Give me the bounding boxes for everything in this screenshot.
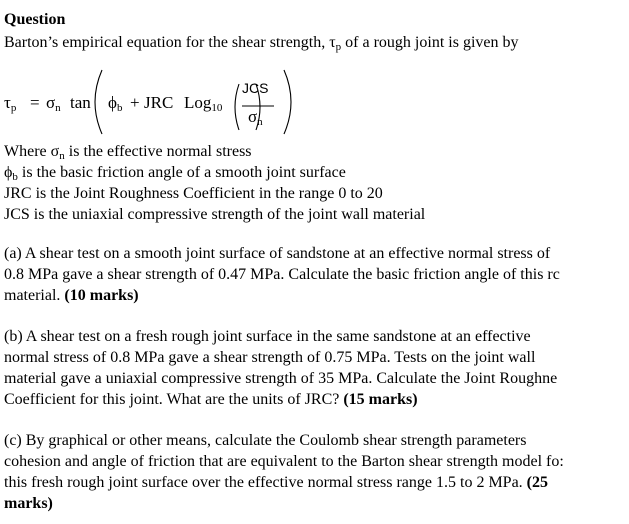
part-c-line: this fresh rough joint surface over the effective normal stress range 1.5 to 2 MPa. (25 — [4, 474, 548, 491]
eq-denominator: $\sigma_n$ — [248, 107, 263, 128]
intro-pre: Barton’s empirical equation for the shear strength, — [4, 34, 330, 51]
intro-post: of a rough joint is given by — [341, 34, 519, 51]
definition-jcs: JCS is the uniaxial compressive strength of the joint wall material — [4, 206, 426, 223]
eq-sigma: $\sigma_n$ — [46, 93, 61, 114]
part-b-line: (b) A shear test on a fresh rough joint surface in the same sandstone at an effective — [4, 328, 531, 345]
part-c-line: (c) By graphical or other means, calculate the Coulomb shear strength parameters — [4, 432, 527, 449]
part-c-line: cohesion and angle of friction that are equivalent to the Barton shear strength model fo: — [4, 453, 564, 470]
part-b-line: normal stress of 0.8 MPa gave a shear strength of 0.75 MPa. Tests on the joint wall — [4, 349, 536, 366]
definition-sigma: Where $\sigma_n$ is the effective normal stress — [4, 143, 252, 162]
eq-lhs: $\tau_p$ — [4, 93, 17, 114]
tau-subscript: p — [335, 41, 342, 53]
eq-equals: = — [30, 93, 40, 112]
tau-symbol: τ — [329, 34, 336, 51]
part-b-marks: (15 marks) — [343, 391, 418, 408]
definition-phi: $\phi_b$ is the basic friction angle of a smooth joint surface — [4, 164, 346, 183]
part-c-marks-cont: marks) — [4, 495, 53, 512]
question-heading: Question — [4, 11, 66, 28]
eq-phi: $\phi_b$ — [108, 93, 123, 114]
part-b-line: Coefficient for this joint. What are the units of JRC? (15 marks) — [4, 391, 418, 408]
part-a-marks: (10 marks) — [64, 287, 139, 304]
definition-jrc: JRC is the Joint Roughness Coefficient in the range 0 to 20 — [4, 185, 383, 202]
eq-plus: + — [130, 93, 140, 112]
part-c-marks: (25 — [526, 474, 548, 491]
eq-tan: tan — [70, 93, 91, 112]
eq-numerator: JCS — [242, 80, 269, 96]
part-a-line: 0.8 MPa gave a shear strength of 0.47 MPa. Calculate the basic friction angle of this rc — [4, 266, 560, 283]
part-a-line: material. (10 marks) — [4, 287, 139, 304]
eq-log: Log$_{10}$ — [184, 93, 223, 114]
part-b-line: material gave a uniaxial compressive strength of 35 MPa. Calculate the Joint Roughne — [4, 370, 558, 387]
part-a-line: (a) A shear test on a smooth joint surface of sandstone at an effective normal stress of — [4, 245, 551, 262]
intro-line — [4, 33, 518, 57]
eq-jrc: JRC — [144, 93, 174, 112]
barton-equation — [4, 66, 304, 138]
